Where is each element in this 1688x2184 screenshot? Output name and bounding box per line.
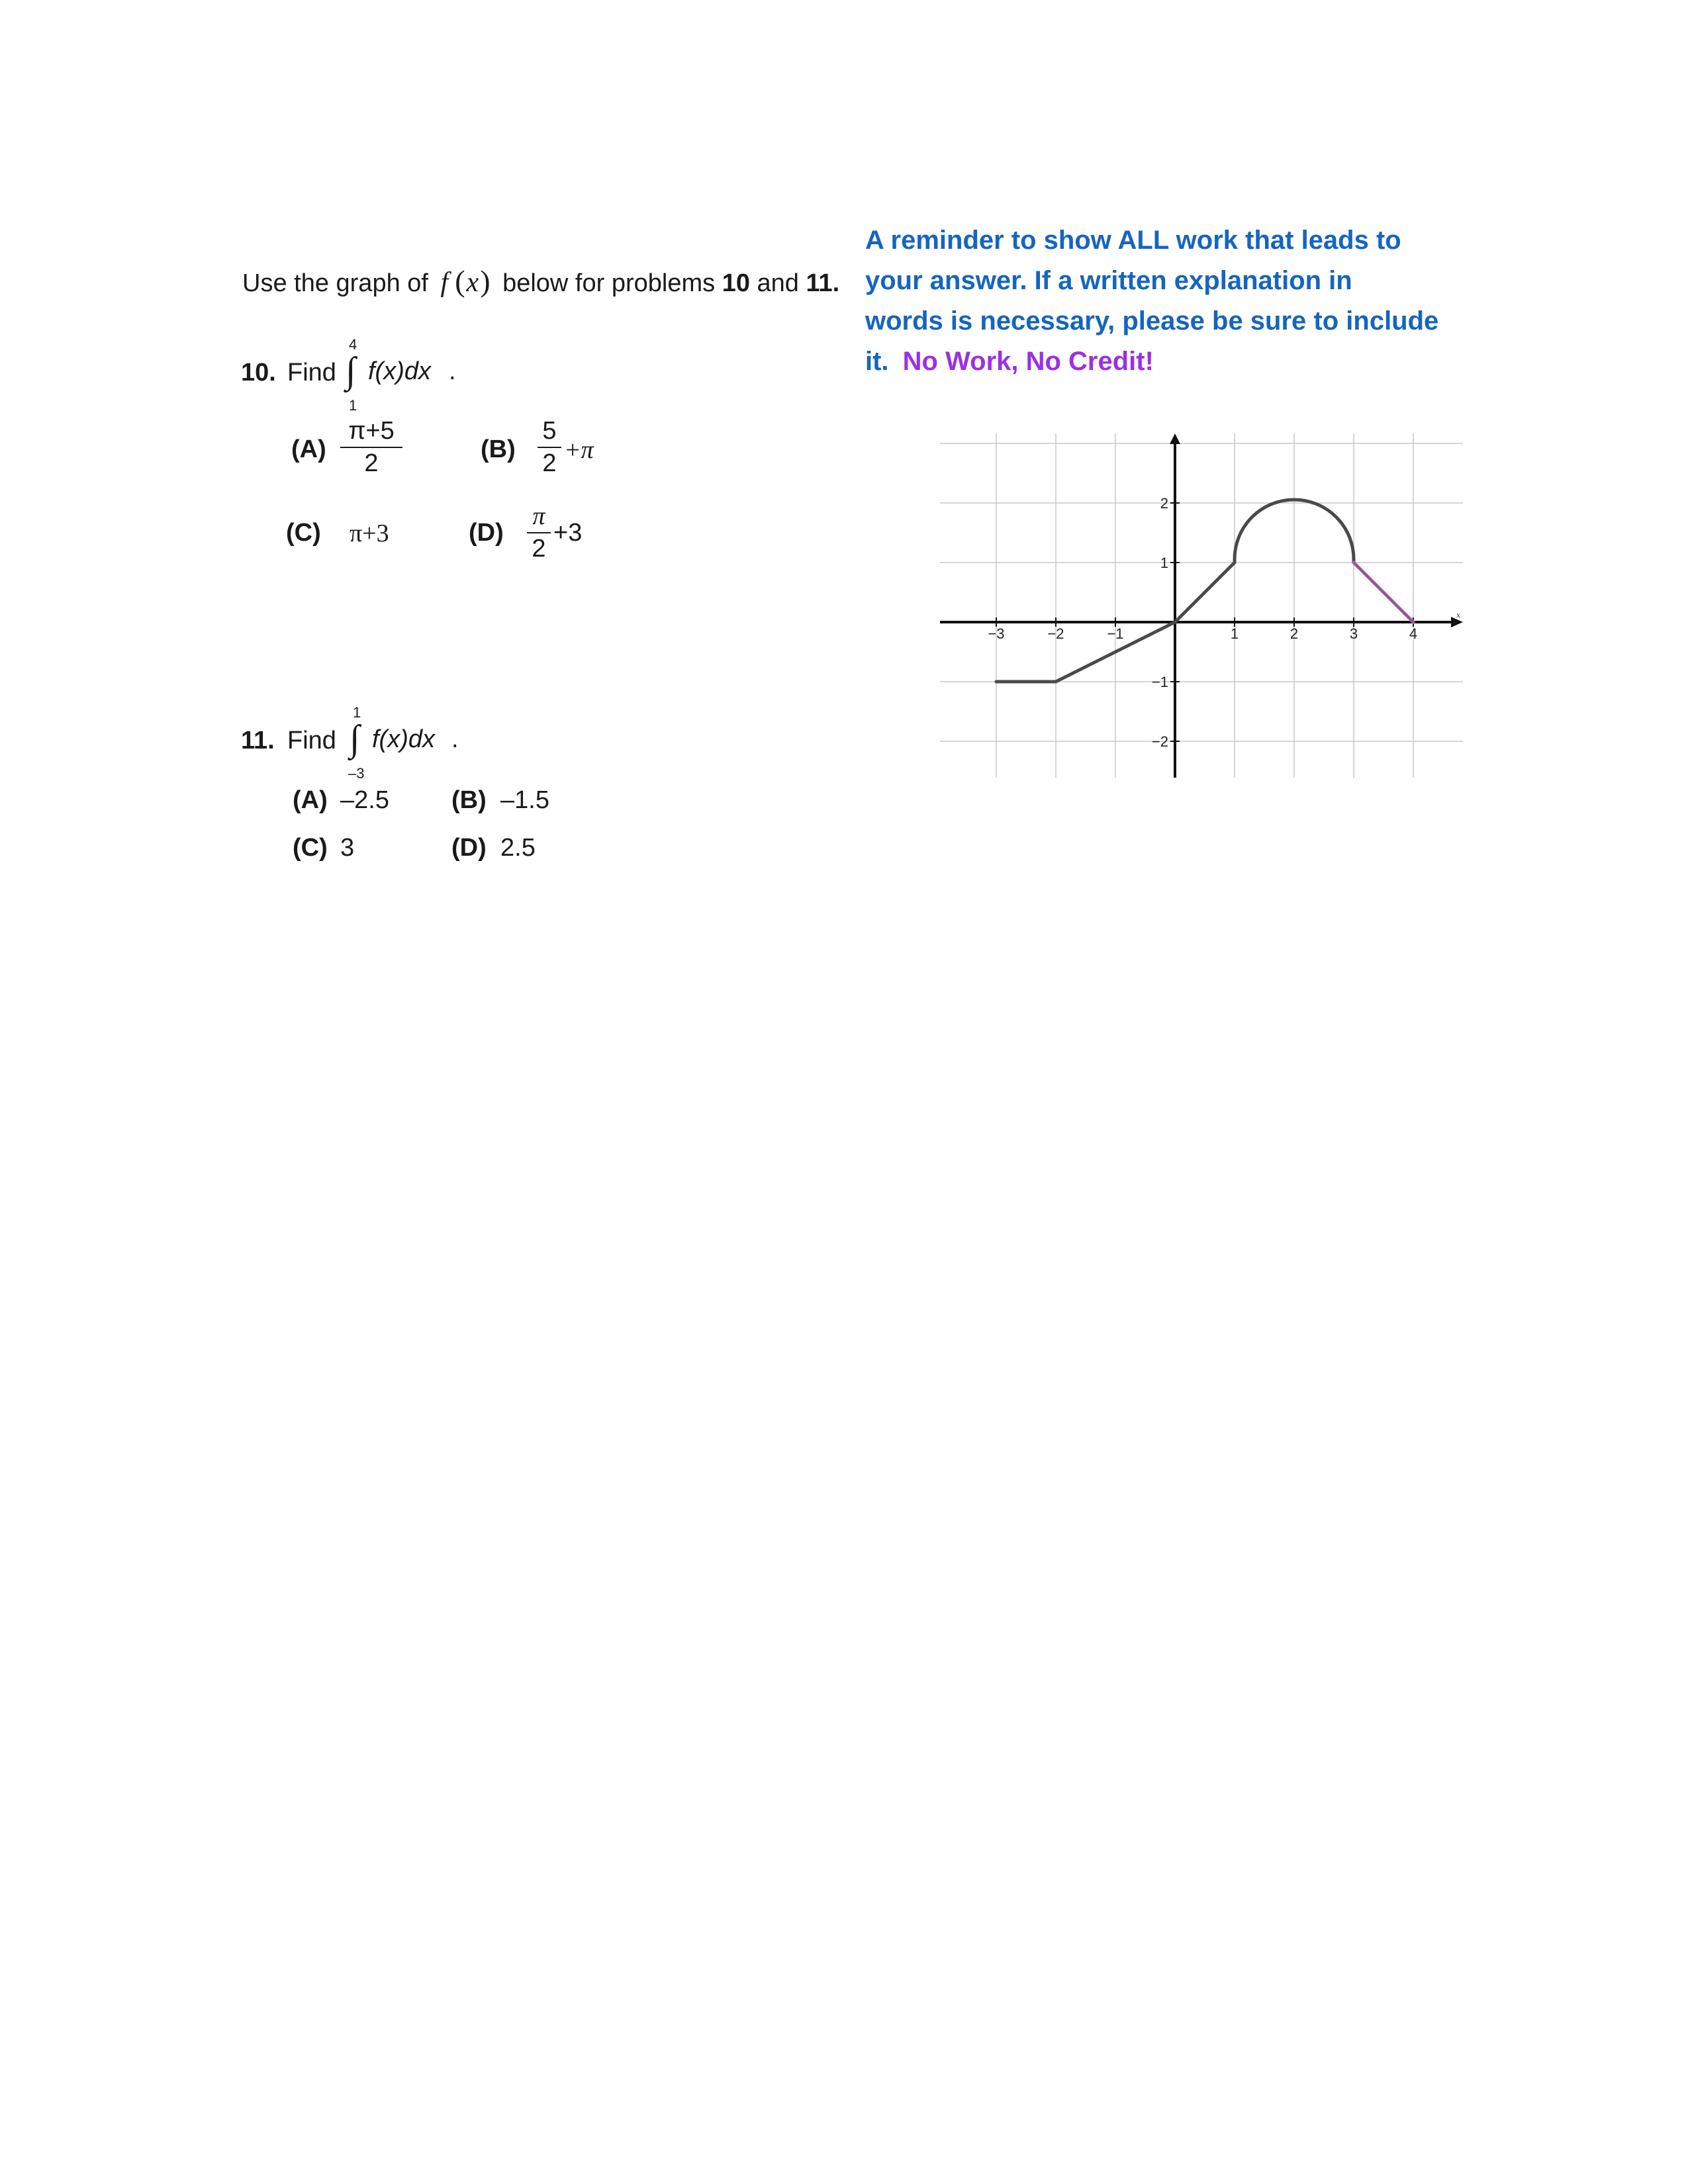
choice-b-numerator: 5 [542, 417, 557, 445]
problem-10-integrand: f(x)dx [368, 357, 431, 385]
problem-10-choice-d-label: (D) [469, 519, 504, 547]
y-axis-arrow [1170, 433, 1180, 444]
y-tick-label-m2: −2 [1151, 733, 1168, 750]
problem-11-upper-limit: 1 [353, 704, 361, 721]
work-reminder [865, 220, 1461, 382]
problem-11-choice-b-value: –1.5 [500, 786, 549, 814]
y-tick-label-2: 2 [1160, 495, 1168, 512]
problem-10-choice-b-fraction [538, 417, 561, 478]
x-tick-label-2: 2 [1289, 625, 1299, 642]
problem-11-choice-b-label: (B) [451, 786, 487, 814]
problem-11-choice-d-value: 2.5 [500, 834, 536, 862]
intro-middle: below for problems [502, 269, 716, 297]
problem-10-period: . [449, 357, 456, 385]
intro-problem-10: 10 [722, 269, 750, 297]
problem-10-lower-limit: 1 [349, 397, 357, 414]
intro-and: and [757, 269, 799, 297]
paren-open: ( [455, 264, 465, 298]
x-axis-label: x [1456, 610, 1460, 619]
curve-final-segment-overlay [1354, 563, 1413, 622]
x-tick-label-m3: −3 [988, 625, 1005, 642]
problem-11-choice-d-label: (D) [451, 834, 487, 862]
function-f: f [440, 267, 449, 298]
problem-11-integrand: f(x)dx [372, 725, 435, 753]
no-work-no-credit: No Work, No Credit! [902, 347, 1154, 376]
reminder-line-4 [865, 341, 1461, 382]
choice-a-numerator: π+5 [348, 417, 395, 445]
problem-10-choice-d-fraction [527, 502, 551, 563]
problem-10-choice-a-fraction [340, 417, 402, 478]
choice-d-fraction-bar [527, 532, 551, 533]
y-tick-label-m1: −1 [1151, 674, 1168, 690]
problem-11-period: . [451, 725, 459, 753]
reminder-line-2: your answer. If a written explanation in [865, 266, 1352, 295]
problem-10-choice-c-value: π+3 [350, 520, 389, 547]
reminder-line-1: A reminder to show ALL work that leads to [865, 226, 1401, 255]
reminder-line-3: words is necessary, please be sure to include [865, 306, 1439, 336]
problem-10-choice-a-label: (A) [291, 435, 326, 463]
problem-11-integral-sign: ∫ [350, 718, 360, 759]
grid-lines [940, 433, 1463, 778]
problem-11-choice-a-value: –2.5 [340, 786, 389, 814]
problem-11-choice-c-label: (C) [293, 834, 328, 862]
problem-11-number: 11. [241, 727, 275, 754]
choice-b-tail: +π [564, 436, 594, 464]
problem-10-find: Find [287, 359, 336, 387]
problem-11-find: Find [287, 727, 336, 754]
x-tick-label-4: 4 [1409, 625, 1418, 642]
problem-11-choice-c-value: 3 [340, 834, 355, 862]
intro-line [242, 263, 839, 298]
choice-d-denominator: 2 [532, 535, 546, 563]
curve-segment-origin-to-1 [1175, 563, 1235, 622]
choice-a-fraction-bar [340, 447, 402, 448]
paren-close: ) [480, 264, 491, 298]
x-tick-label-1: 1 [1230, 625, 1239, 642]
var-x: x [466, 267, 479, 298]
choice-a-denominator: 2 [364, 449, 379, 477]
problem-10-integral-sign: ∫ [346, 350, 356, 391]
problem-10-upper-limit: 4 [349, 336, 357, 353]
function-graph [940, 433, 1463, 778]
problem-11-lower-limit: –3 [348, 765, 365, 782]
y-tick-label-1: 1 [1160, 555, 1168, 571]
choice-d-tail: +3 [553, 519, 583, 547]
reminder-it: it. [865, 347, 889, 376]
problem-11-choice-a-label: (A) [293, 786, 328, 814]
intro-problem-11: 11. [806, 269, 840, 297]
x-tick-label-m1: −1 [1107, 625, 1124, 642]
choice-b-fraction-bar [538, 447, 561, 448]
intro-prefix: Use the graph of [242, 269, 428, 297]
problem-10-choice-b-label: (B) [481, 435, 516, 463]
choice-d-numerator: π [532, 502, 545, 530]
problem-10-number: 10. [241, 359, 276, 387]
x-tick-label-m2: −2 [1047, 625, 1064, 642]
problem-10-choice-c-label: (C) [286, 519, 321, 547]
x-tick-label-3: 3 [1349, 625, 1358, 642]
choice-b-denominator: 2 [542, 449, 557, 477]
